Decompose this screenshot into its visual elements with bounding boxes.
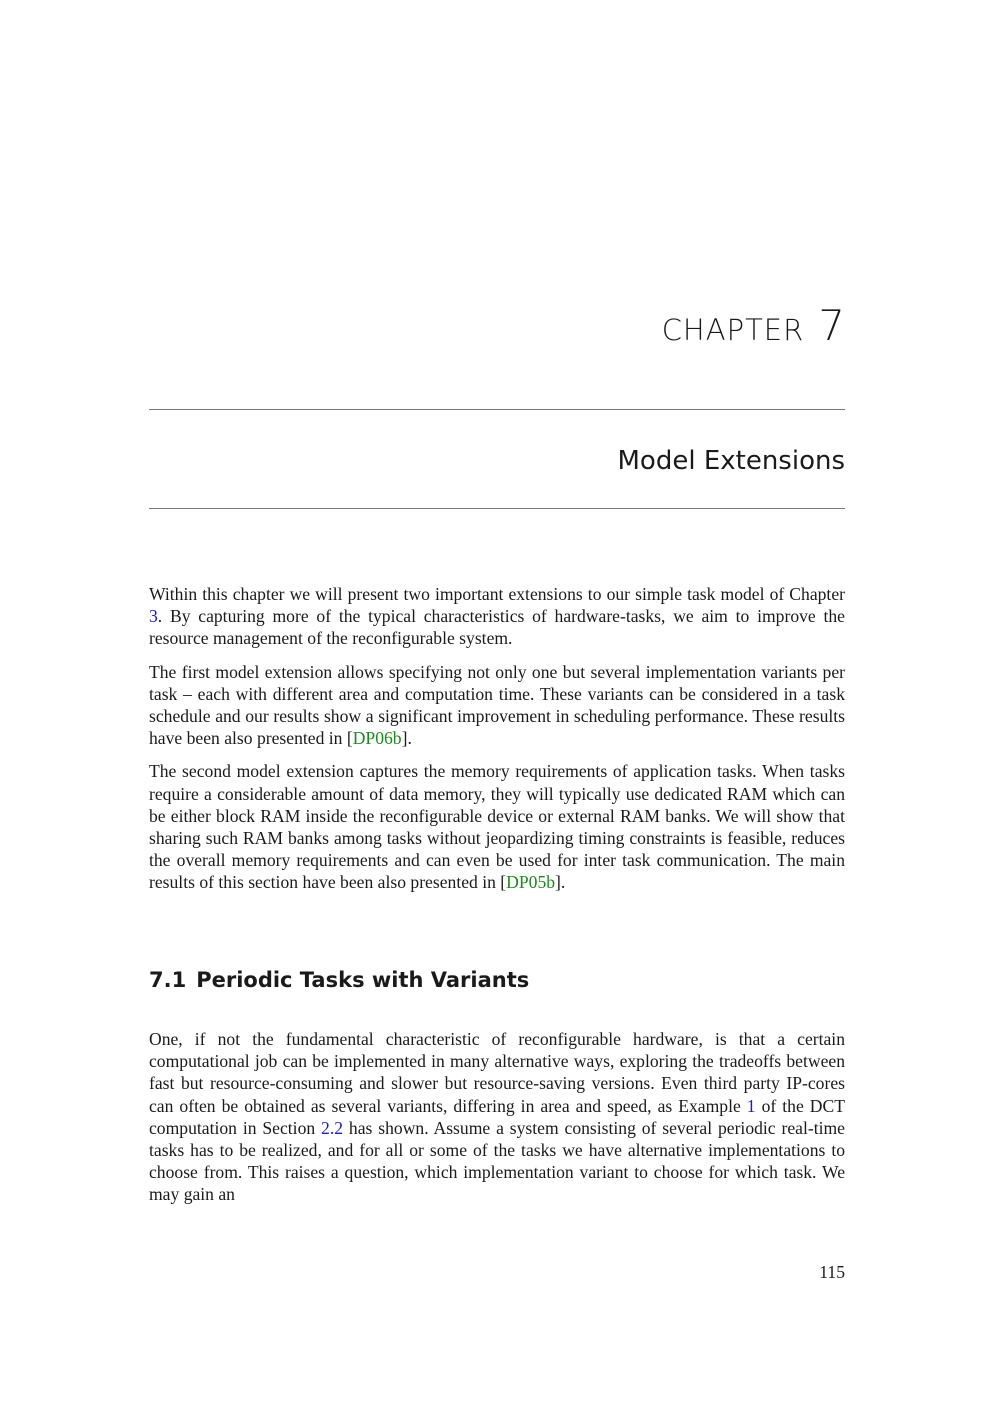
page-number: 115 — [819, 1262, 845, 1282]
intro-paragraph-2 — [149, 661, 845, 750]
text-run: . By capturing more of the typical characteristics of hardware-tasks, we aim to improve the resource management of the reconfigurable system. — [149, 606, 845, 649]
text-run: of the DCT computation in Section — [149, 1095, 845, 1138]
example-ref-link[interactable]: 1 — [746, 1095, 756, 1116]
text-run: The first model extension allows specifying not only one but several implementation variants per task – each with different area and computation time. These variants can be considered in a task schedule and our results show a significant improvement in scheduling performance. These results have been also presented in [ — [149, 661, 845, 749]
citation-link-dp05b[interactable]: DP05b — [506, 872, 556, 893]
chapter-bottom-rule — [149, 508, 845, 509]
chapter-title: Model Extensions — [617, 446, 845, 476]
chapter-number: 7 — [818, 301, 845, 350]
text-run: The second model extension captures the memory requirements of application tasks. When tasks require a considerable amount of data memory, they will typically use dedicated RAM which can be either block RAM inside the reconfigurable device or external RAM banks. We will show that sharing such RAM banks among tasks without jeopardizing timing constraints is feasible, reduces the overall memory requirements and can even be used for inter task communication. The main results of this section have been also presented in [ — [149, 761, 845, 893]
intro-paragraph-1 — [149, 583, 845, 650]
chapter-top-rule — [149, 409, 845, 410]
section-number: 7.1 — [149, 968, 187, 992]
section-heading — [149, 968, 529, 993]
text-run: One, if not the fundamental characteristic of reconfigurable hardware, is that a certain computational job can be implemented in many alternative ways, exploring the tradeoffs between fast but resource-consuming and slower but resource-saving versions. Even third party IP-cores can often be obtained as several variants, differing in area and speed, as Example — [149, 1029, 845, 1116]
chapter-intro — [149, 583, 845, 905]
chapter-word: CHAPTER — [661, 313, 805, 347]
section-body — [149, 1028, 845, 1217]
chapter-label — [661, 301, 845, 350]
text-run: ]. — [555, 872, 566, 893]
chapter-ref-link[interactable]: 3 — [149, 606, 158, 627]
section-title: Periodic Tasks with Variants — [196, 968, 530, 992]
text-run: Within this chapter we will present two important extensions to our simple task model of Chapter — [149, 584, 845, 604]
text-run: ]. — [401, 728, 412, 749]
section-ref-link[interactable]: 2.2 — [321, 1117, 344, 1138]
intro-paragraph-3 — [149, 760, 845, 893]
text-run: has shown. Assume a system consisting of several periodic real-time tasks has to be realized, and for all or some of the tasks we have alternative implementations to choose from. This raises a question, which implementation variant to choose for which task. We may gain an — [149, 1117, 845, 1205]
section-paragraph-1 — [149, 1028, 845, 1206]
citation-link-dp06b[interactable]: DP06b — [352, 728, 402, 749]
